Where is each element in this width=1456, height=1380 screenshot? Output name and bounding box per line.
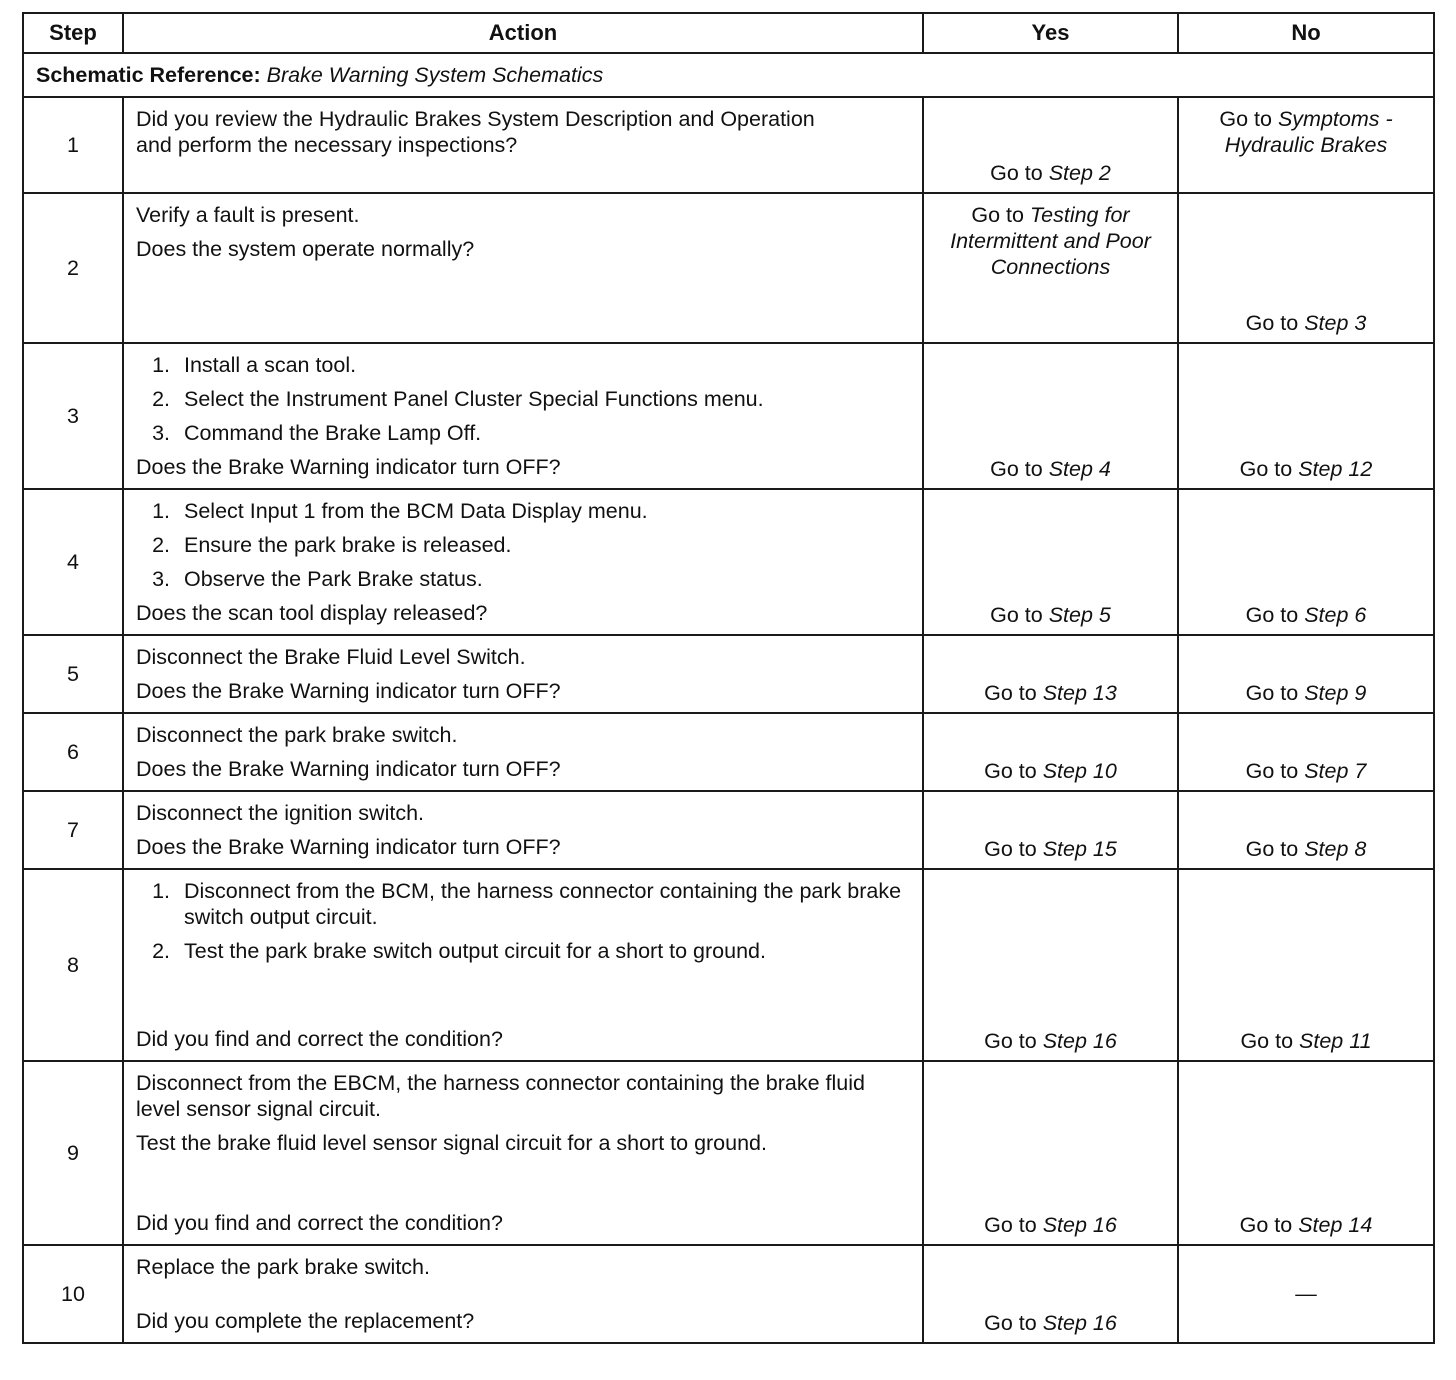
yes-goto[interactable]: Go to Step 15 bbox=[984, 837, 1117, 861]
yes-goto[interactable]: Go to Testing for Intermittent and Poor Connections bbox=[950, 203, 1151, 279]
action-text: Disconnect the ignition switch. bbox=[136, 801, 425, 825]
no-goto[interactable]: Go to Step 9 bbox=[1245, 681, 1367, 705]
yes-cell bbox=[923, 1061, 1178, 1245]
action-question: Does the Brake Warning indicator turn OFF? bbox=[136, 757, 561, 781]
step-number: 9 bbox=[23, 1061, 123, 1245]
action-question: Did you complete the replacement? bbox=[136, 1309, 475, 1333]
header-row bbox=[23, 13, 1434, 53]
action-text: Did you review the Hydraulic Brakes System Description and Operation and perform the necessary inspections? bbox=[136, 107, 815, 157]
yes-cell bbox=[923, 1245, 1178, 1343]
action-cell bbox=[123, 1245, 923, 1343]
no-cell bbox=[1178, 1061, 1434, 1245]
action-cell bbox=[123, 343, 923, 489]
action-list bbox=[136, 498, 912, 592]
action-cell bbox=[123, 635, 923, 713]
no-cell bbox=[1178, 343, 1434, 489]
step-number: 8 bbox=[23, 869, 123, 1061]
list-item: 3. Observe the Park Brake status. bbox=[176, 566, 912, 592]
action-cell bbox=[123, 97, 923, 193]
no-goto[interactable]: Go to Step 6 bbox=[1245, 603, 1367, 627]
list-item: 2. Select the Instrument Panel Cluster Special Functions menu. bbox=[176, 386, 912, 412]
action-cell bbox=[123, 713, 923, 791]
header-step: Step bbox=[23, 13, 123, 53]
step-number: 1 bbox=[23, 97, 123, 193]
no-cell bbox=[1178, 1245, 1434, 1343]
table-row bbox=[23, 193, 1434, 343]
header-no: No bbox=[1178, 13, 1434, 53]
no-dash: — bbox=[1295, 1281, 1317, 1306]
no-goto[interactable]: Go to Symptoms - Hydraulic Brakes bbox=[1219, 107, 1393, 157]
yes-goto[interactable]: Go to Step 4 bbox=[990, 457, 1111, 481]
schematic-link[interactable]: Brake Warning System Schematics bbox=[266, 62, 604, 87]
action-text: Test the brake fluid level sensor signal circuit for a short to ground. bbox=[136, 1131, 767, 1155]
no-cell bbox=[1178, 193, 1434, 343]
no-cell bbox=[1178, 97, 1434, 193]
yes-cell bbox=[923, 343, 1178, 489]
step-number: 5 bbox=[23, 635, 123, 713]
table-row bbox=[23, 791, 1434, 869]
yes-goto[interactable]: Go to Step 13 bbox=[984, 681, 1117, 705]
schematic-reference bbox=[23, 53, 1434, 97]
no-cell bbox=[1178, 713, 1434, 791]
action-text: Replace the park brake switch. bbox=[136, 1255, 430, 1279]
step-number: 10 bbox=[23, 1245, 123, 1343]
list-item: 1. Install a scan tool. bbox=[176, 352, 912, 378]
yes-cell bbox=[923, 489, 1178, 635]
action-cell bbox=[123, 193, 923, 343]
no-cell bbox=[1178, 489, 1434, 635]
list-item: 1. Select Input 1 from the BCM Data Display menu. bbox=[176, 498, 912, 524]
action-text: Verify a fault is present. bbox=[136, 203, 360, 227]
header-action: Action bbox=[123, 13, 923, 53]
schematic-label: Schematic Reference: bbox=[36, 62, 261, 87]
yes-goto[interactable]: Go to Step 2 bbox=[990, 161, 1111, 185]
yes-cell bbox=[923, 97, 1178, 193]
no-goto[interactable]: Go to Step 12 bbox=[1239, 457, 1373, 481]
action-question: Does the system operate normally? bbox=[136, 237, 475, 261]
yes-cell bbox=[923, 635, 1178, 713]
step-number: 7 bbox=[23, 791, 123, 869]
yes-goto[interactable]: Go to Step 16 bbox=[984, 1311, 1117, 1335]
yes-goto[interactable]: Go to Step 5 bbox=[990, 603, 1111, 627]
no-goto[interactable]: Go to Step 14 bbox=[1239, 1213, 1373, 1237]
action-question: Did you find and correct the condition? bbox=[136, 1211, 503, 1235]
action-question: Does the scan tool display released? bbox=[136, 601, 488, 625]
list-item: 3. Command the Brake Lamp Off. bbox=[176, 420, 912, 446]
action-list bbox=[136, 352, 912, 446]
header-yes: Yes bbox=[923, 13, 1178, 53]
step-number: 6 bbox=[23, 713, 123, 791]
diagnostic-table bbox=[22, 12, 1435, 1344]
yes-cell bbox=[923, 791, 1178, 869]
no-goto[interactable]: Go to Step 8 bbox=[1245, 837, 1367, 861]
yes-goto[interactable]: Go to Step 16 bbox=[984, 1029, 1117, 1053]
action-list bbox=[136, 878, 912, 964]
yes-goto[interactable]: Go to Step 10 bbox=[984, 759, 1117, 783]
action-question: Does the Brake Warning indicator turn OFF? bbox=[136, 679, 561, 703]
step-number: 3 bbox=[23, 343, 123, 489]
action-cell bbox=[123, 791, 923, 869]
table-row bbox=[23, 97, 1434, 193]
action-cell bbox=[123, 1061, 923, 1245]
list-item: 1. Disconnect from the BCM, the harness connector containing the park brake switch output circuit. bbox=[176, 878, 912, 930]
step-number: 4 bbox=[23, 489, 123, 635]
list-item: 2. Test the park brake switch output circuit for a short to ground. bbox=[176, 938, 912, 964]
yes-cell bbox=[923, 713, 1178, 791]
table-row bbox=[23, 343, 1434, 489]
yes-cell bbox=[923, 193, 1178, 343]
no-goto[interactable]: Go to Step 11 bbox=[1240, 1029, 1372, 1053]
step-number: 2 bbox=[23, 193, 123, 343]
action-question: Does the Brake Warning indicator turn OFF? bbox=[136, 455, 561, 479]
action-cell bbox=[123, 869, 923, 1061]
table-row bbox=[23, 635, 1434, 713]
yes-goto[interactable]: Go to Step 16 bbox=[984, 1213, 1117, 1237]
no-cell bbox=[1178, 791, 1434, 869]
action-cell bbox=[123, 489, 923, 635]
action-text: Disconnect from the EBCM, the harness connector containing the brake fluid level sensor signal circuit. bbox=[136, 1071, 865, 1121]
no-cell bbox=[1178, 635, 1434, 713]
table-row bbox=[23, 1061, 1434, 1245]
action-question: Does the Brake Warning indicator turn OFF? bbox=[136, 835, 561, 859]
table-row bbox=[23, 1245, 1434, 1343]
no-goto[interactable]: Go to Step 7 bbox=[1245, 759, 1367, 783]
action-text: Disconnect the park brake switch. bbox=[136, 723, 458, 747]
action-question: Did you find and correct the condition? bbox=[136, 1027, 503, 1051]
no-cell bbox=[1178, 869, 1434, 1061]
schematic-row bbox=[23, 53, 1434, 97]
list-item: 2. Ensure the park brake is released. bbox=[176, 532, 912, 558]
table-row bbox=[23, 713, 1434, 791]
table-row bbox=[23, 869, 1434, 1061]
yes-cell bbox=[923, 869, 1178, 1061]
action-text: Disconnect the Brake Fluid Level Switch. bbox=[136, 645, 526, 669]
no-goto[interactable]: Go to Step 3 bbox=[1245, 311, 1367, 335]
table-row bbox=[23, 489, 1434, 635]
